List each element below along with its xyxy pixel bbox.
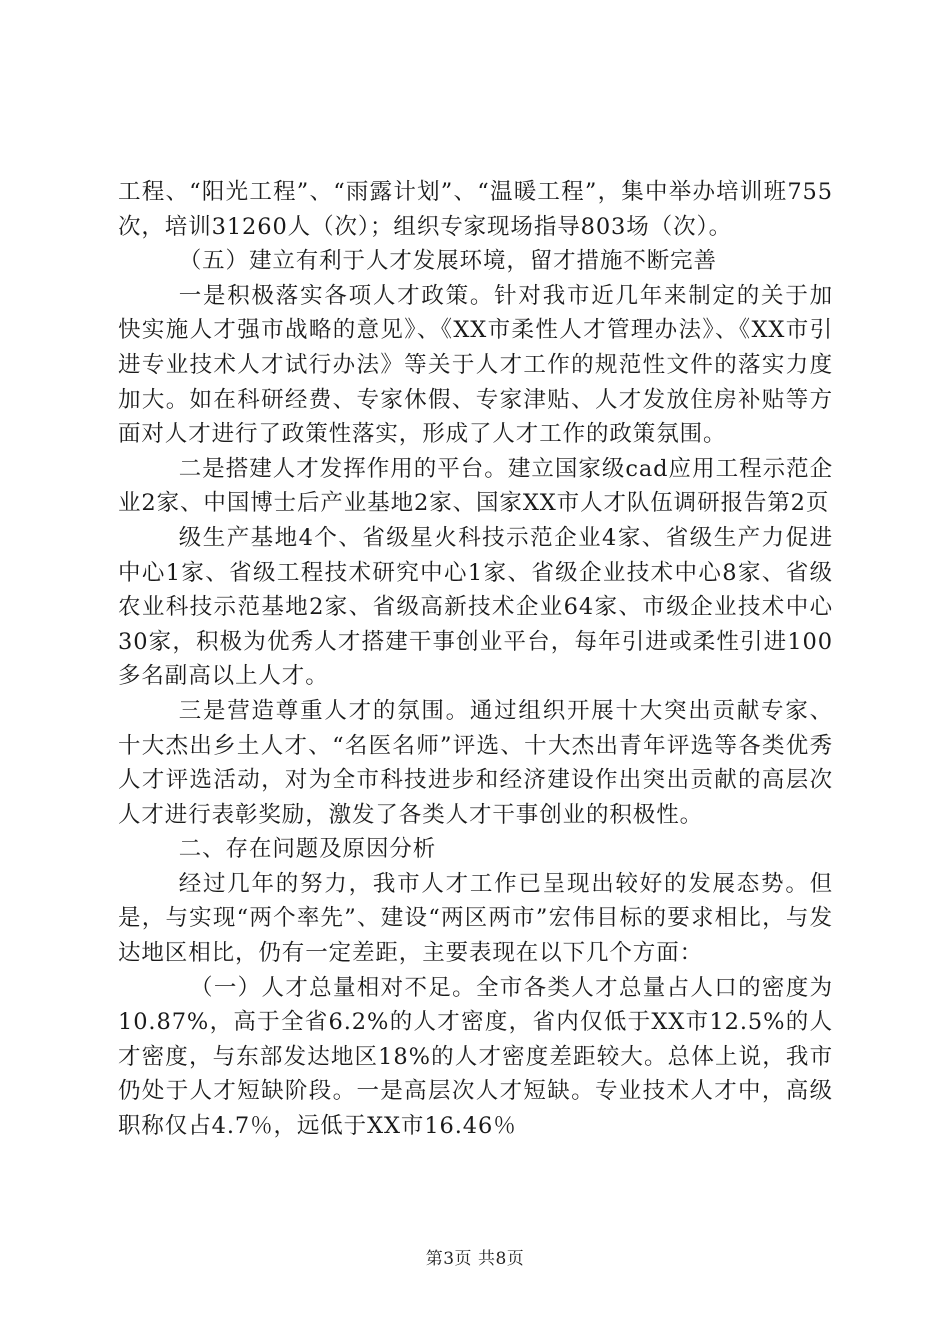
paragraph-atmosphere: 三是营造尊重人才的氛围。通过组织开展十大突出贡献专家、十大杰出乡土人才、“名医名师”评选、十大杰出青年评选等各类优秀人才评选活动，对为全市科技进步和经济建设作出突出贡献的高层次人才进行表彰奖励，激发了各类人才干事创业的积极性。 (118, 697, 833, 828)
paragraph-policy: 一是积极落实各项人才政策。针对我市近几年来制定的关于加快实施人才强市战略的意见》、《XX市柔性人才管理办法》、《XX市引进专业技术人才试行办法》等关于人才工作的规范性文件的落实力度加大。如在科研经费、专家休假、专家津贴、人才发放住房补贴等方面对人才进行了政策性落实，形成了人才工作的政策氛围。 (118, 282, 833, 448)
document-body (118, 175, 833, 1144)
paragraph-overview: 经过几年的努力，我市人才工作已呈现出较好的发展态势。但是，与实现“两个率先”、建设“两区两市”宏伟目标的要求相比，与发达地区相比，仍有一定差距，主要表现在以下几个方面： (118, 870, 833, 967)
page-number: 第3页 共8页 (425, 1249, 525, 1269)
paragraph-bases: 级生产基地4个、省级星火科技示范企业4家、省级生产力促进中心1家、省级工程技术研究中心1家、省级企业技术中心8家、省级农业科技示范基地2家、省级高新技术企业64家、市级企业技术中心30家，积极为优秀人才搭建干事创业平台，每年引进或柔性引进100多名副高以上人才。 (118, 524, 833, 690)
paragraph-platform: 二是搭建人才发挥作用的平台。建立国家级cad应用工程示范企业2家、中国博士后产业基地2家、国家XX市人才队伍调研报告第2页 (118, 455, 833, 517)
paragraph-1: 工程、“阳光工程”、“雨露计划”、“温暖工程”，集中举办培训班755次，培训31260人（次）；组织专家现场指导803场（次）。 (118, 179, 833, 240)
paragraph-talent-shortage: （一）人才总量相对不足。全市各类人才总量占人口的密度为10.87%，高于全省6.2%的人才密度，省内仅低于XX市12.5%的人才密度，与东部发达地区18%的人才密度差距较大。总体上说，我市仍处于人才短缺阶段。一是高层次人才短缺。专业技术人才中，高级职称仅占4.7％，远低于XX市16.46％ (118, 974, 833, 1140)
section-heading-problems: 二、存在问题及原因分析 (178, 836, 437, 863)
section-heading-five: （五）建立有利于人才发展环境，留才措施不断完善 (178, 248, 717, 275)
